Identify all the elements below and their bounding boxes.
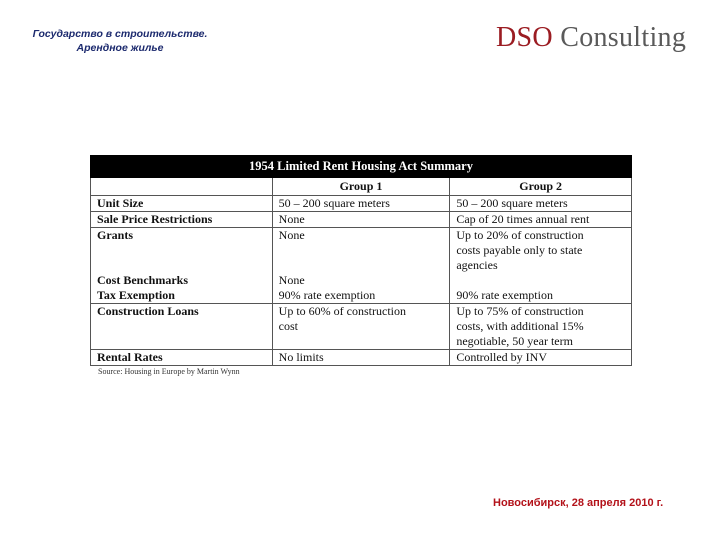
cell-text	[279, 243, 444, 258]
table-cell-group1	[272, 304, 450, 350]
table-cell-group2	[450, 228, 632, 304]
cell-text: Cost Benchmarks	[97, 273, 189, 287]
cell-text: Grants	[97, 228, 133, 242]
table-cell-group2	[450, 304, 632, 350]
table-cell-group2	[450, 196, 632, 212]
table-cell-group1	[272, 196, 450, 212]
cell-text: None	[278, 273, 305, 287]
logo-consulting: Consulting	[560, 22, 687, 53]
cell-text: costs, with additional 15%	[456, 319, 584, 333]
cell-text: None	[278, 228, 305, 242]
cell-text: 90% rate exemption	[278, 288, 376, 302]
cell-text: Unit Size	[97, 196, 144, 210]
cell-text: Up to 75% of construction	[456, 304, 584, 318]
table-cell-label	[91, 196, 273, 212]
logo-dso: DSO	[496, 22, 553, 53]
cell-text: Rental Rates	[97, 350, 163, 364]
table-body	[91, 196, 632, 366]
cell-text: Tax Exemption	[97, 288, 175, 302]
header-title-line1: Государство в строительстве.	[32, 28, 208, 40]
table-row	[91, 304, 632, 350]
table-cell-group2	[450, 212, 632, 228]
cell-text: Cap of 20 times annual rent	[456, 212, 590, 226]
cell-text	[279, 258, 444, 273]
cell-text	[456, 273, 625, 288]
cell-text: negotiable, 50 year term	[456, 334, 573, 348]
summary-table-container	[90, 155, 632, 376]
cell-text: 90% rate exemption	[456, 288, 553, 302]
table-cell-group1	[272, 350, 450, 366]
cell-text: None	[278, 212, 305, 226]
column-header-empty	[91, 178, 273, 196]
cell-text: Sale Price Restrictions	[97, 212, 213, 226]
table-caption: 1954 Limited Rent Housing Act Summary	[91, 156, 632, 178]
table-cell-label	[91, 304, 273, 350]
table-source: Source: Housing in Europe by Martin Wynn	[98, 367, 240, 376]
cell-text	[97, 258, 266, 273]
cell-text: Up to 60% of construction	[278, 304, 406, 318]
table-cell-group2	[450, 350, 632, 366]
table-row	[91, 228, 632, 304]
table-row	[91, 350, 632, 366]
cell-text	[97, 243, 266, 258]
footer-date-location: Новосибирск, 28 апреля 2010 г.	[493, 497, 664, 509]
table-row	[91, 196, 632, 212]
table-cell-group1	[272, 228, 450, 304]
summary-table	[90, 155, 632, 366]
cell-text: Controlled by INV	[456, 350, 547, 364]
cell-text: No limits	[278, 350, 324, 364]
cell-text: agencies	[456, 258, 498, 272]
table-cell-label	[91, 228, 273, 304]
cell-text: Up to 20% of construction	[456, 228, 584, 242]
cell-text: 50 – 200 square meters	[278, 196, 390, 210]
table-cell-group1	[272, 212, 450, 228]
cell-text: 50 – 200 square meters	[456, 196, 568, 210]
table-cell-label	[91, 350, 273, 366]
cell-text: cost	[278, 319, 299, 333]
header-title-line2: Арендное жилье	[76, 42, 164, 54]
column-header-group2: Group 2	[450, 178, 632, 196]
table-row	[91, 212, 632, 228]
table-cell-label	[91, 212, 273, 228]
dso-consulting-logo	[496, 22, 686, 54]
column-header-group1: Group 1	[272, 178, 450, 196]
cell-text: Construction Loans	[97, 304, 199, 318]
header-title	[0, 27, 240, 55]
cell-text: costs payable only to state	[456, 243, 583, 257]
